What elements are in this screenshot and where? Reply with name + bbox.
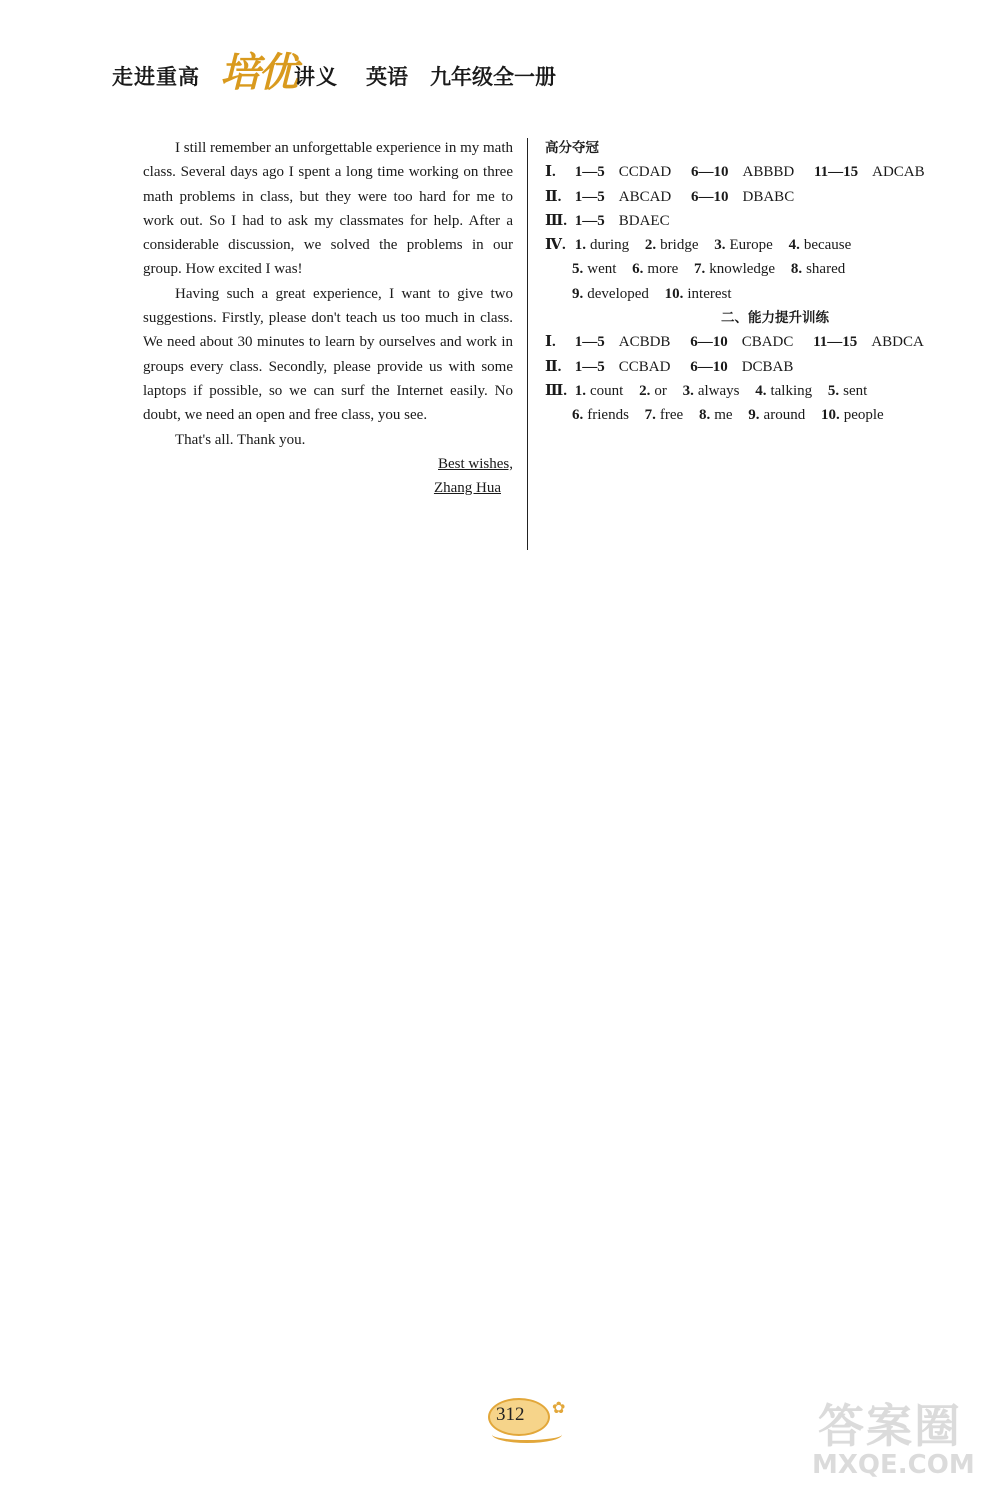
swoosh-decoration bbox=[492, 1426, 562, 1443]
book-subject: 英语 bbox=[366, 65, 408, 89]
book-title: 讲义 bbox=[294, 65, 338, 89]
answer-row: Ⅲ. 1. count 2. or 3. always 4. talking 5. sent bbox=[545, 382, 868, 399]
answer-row: 9. developed 10. interest bbox=[572, 285, 732, 302]
section-heading: 二、能力提升训练 bbox=[721, 310, 829, 327]
column-divider bbox=[527, 138, 528, 550]
letter-column bbox=[143, 136, 513, 500]
answer-row: Ⅱ. 1—5 CCBAD 6—10 DCBAB bbox=[545, 358, 794, 375]
watermark-logo: 答案圈 bbox=[818, 1399, 962, 1453]
answer-row: Ⅳ. 1. during 2. bridge 3. Europe 4. because bbox=[545, 237, 852, 254]
answer-row: 5. went 6. more 7. knowledge 8. shared bbox=[572, 261, 846, 278]
brand-logo: 培优 bbox=[220, 49, 296, 96]
letter-paragraph: I still remember an unforgettable experience in my math class. Several days ago I spent a long time working on three math problems in class, but they were too hard for me to work out. So I had to ask my classmates for help. After a considerable discussion, we solved the problems in our group. How excited I was! bbox=[143, 140, 513, 278]
letter-paragraph: Having such a great experience, I want to give two suggestions. Firstly, please don't teach us too much in class. We need about 30 minutes to learn by ourselves and work in groups every class. Secondly, please provide us with some laptops if possible, so we can surf the Internet easily. No doubt, we need an open and free class, you see. bbox=[143, 285, 513, 424]
series-name: 走进重高 bbox=[112, 65, 200, 89]
section-heading: 高分夺冠 bbox=[545, 140, 599, 156]
page-header bbox=[112, 49, 632, 115]
answer-row: Ⅱ. 1—5 ABCAD 6—10 DBABC bbox=[545, 188, 795, 205]
answer-row: Ⅰ. 1—5 ACBDB 6—10 CBADC 11—15 ABDCA bbox=[545, 334, 924, 351]
answer-row: Ⅲ. 1—5 BDAEC bbox=[545, 212, 670, 229]
answer-column bbox=[545, 136, 945, 428]
letter-signature: Zhang Hua bbox=[433, 480, 501, 497]
answer-row: 6. friends 7. free 8. me 9. around 10. people bbox=[572, 407, 884, 424]
page-number: 312 bbox=[496, 1404, 525, 1425]
watermark bbox=[800, 1390, 980, 1480]
watermark-url: MXQE.COM bbox=[812, 1450, 975, 1480]
answer-row: Ⅰ. 1—5 CCDAD 6—10 ABBBD 11—15 ADCAB bbox=[545, 164, 925, 181]
letter-paragraph: That's all. Thank you. bbox=[175, 431, 306, 448]
book-grade: 九年级全一册 bbox=[430, 65, 556, 89]
flower-icon: ✿ bbox=[552, 1400, 566, 1417]
letter-closing: Best wishes, bbox=[438, 455, 513, 472]
page-number-badge bbox=[482, 1394, 594, 1444]
